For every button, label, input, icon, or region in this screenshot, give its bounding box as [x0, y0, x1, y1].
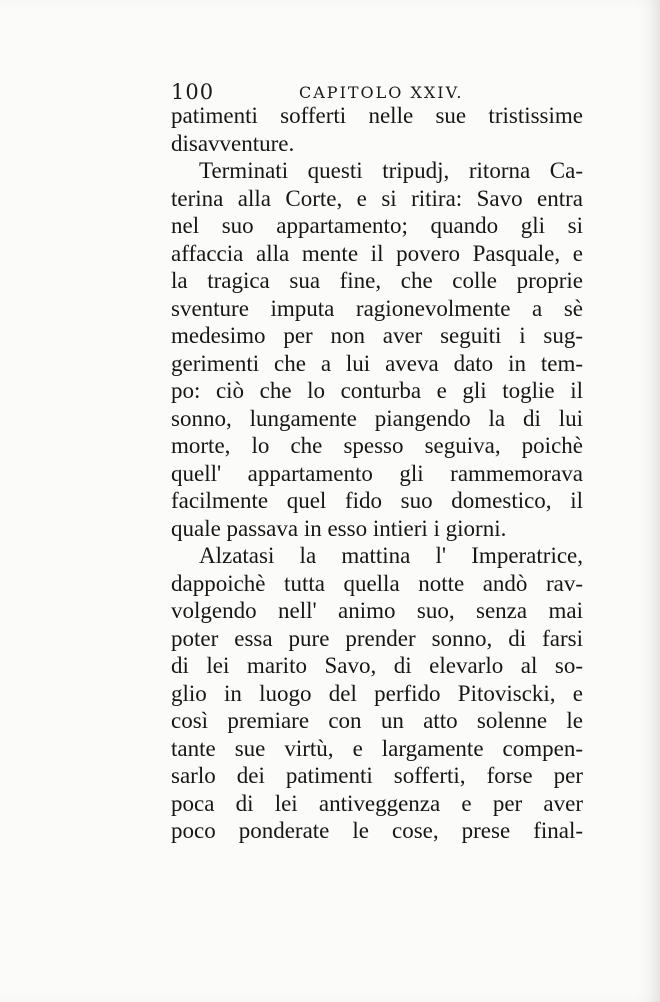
running-head: CAPITOLO XXIV.: [299, 83, 464, 102]
text-line: nel suo appartamento; quando gli si: [171, 213, 583, 238]
text-line: la tragica sua fine, che colle proprie: [171, 268, 583, 293]
text-line: di lei marito Savo, di elevarlo al so-: [171, 653, 583, 678]
text-line: facilmente quel fido suo domestico, il: [171, 488, 583, 513]
text-line: sonno, lungamente piangendo la di lui: [171, 405, 583, 431]
text-line: volgendo nell' animo suo, senza mai: [171, 598, 583, 623]
page-number: 100: [171, 80, 215, 104]
text-line: glio in luogo del perfido Pitoviscki, e: [171, 680, 583, 706]
text-line: dappoichè tutta quella notte andò rav-: [171, 570, 583, 596]
paragraph-start-line: Alzatasi la mattina l' Imperatrice,: [199, 543, 583, 568]
text-line: patimenti sofferti nelle sue tristissime: [171, 103, 583, 128]
text-line: così premiare con un atto solenne le: [171, 708, 583, 733]
text-line: sventure imputa ragionevolmente a sè: [171, 295, 583, 321]
text-line: terina alla Corte, e si ritira: Savo entra: [171, 185, 583, 211]
paragraph-start-line: Terminati questi tripudj, ritorna Ca-: [199, 158, 583, 183]
text-line: gerimenti che a lui aveva dato in tem-: [171, 350, 583, 376]
text-line: medesimo per non aver seguiti i sug-: [171, 323, 583, 348]
text-line: affaccia alla mente il povero Pasquale, e: [171, 240, 583, 266]
text-line: quell' appartamento gli rammemorava: [171, 460, 583, 486]
text-line: morte, lo che spesso seguiva, poichè: [171, 433, 583, 458]
text-line: po: ciò che lo conturba e gli toglie il: [171, 378, 583, 403]
body-text: [171, 102, 583, 845]
text-line: poco ponderate le cose, prese final-: [171, 818, 583, 843]
text-line: tante sue virtù, e largamente compen-: [171, 735, 583, 761]
text-line: poter essa pure prender sonno, di farsi: [171, 625, 583, 651]
text-line: sarlo dei patimenti sofferti, forse per: [171, 763, 583, 788]
text-line: disavventure.: [171, 130, 295, 156]
text-line: poca di lei antiveggenza e per aver: [171, 790, 583, 816]
text-line: quale passava in esso intieri i giorni.: [171, 515, 507, 541]
